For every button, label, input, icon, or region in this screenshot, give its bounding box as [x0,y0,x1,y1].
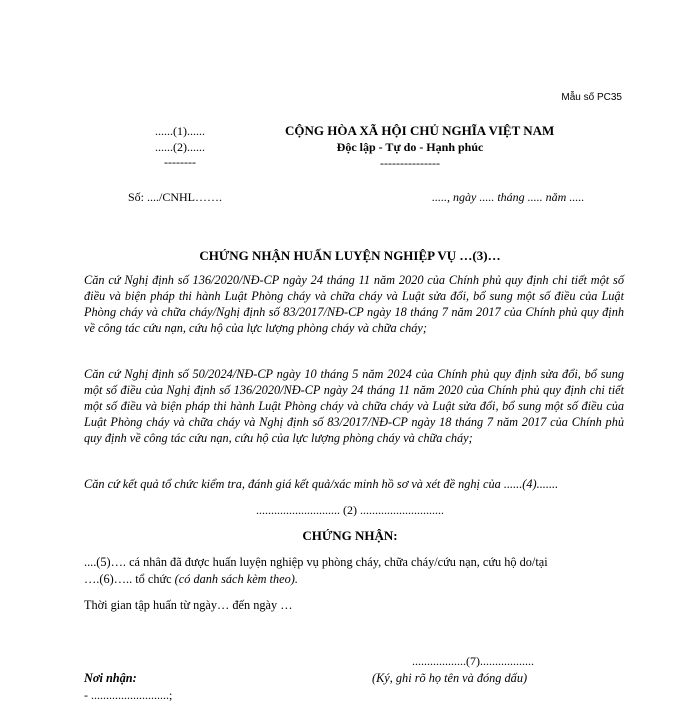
motto-divider: --------------- [380,156,440,170]
training-period: Thời gian tập huấn từ ngày… đến ngày … [84,598,293,612]
signer-note: (Ký, ghi rõ họ tên và đóng dấu) [372,671,528,685]
national-motto: Độc lập - Tự do - Hạnh phúc [336,140,484,154]
legal-basis-paragraph-1: Căn cứ Nghị định số 136/2020/NĐ-CP ngày 24 tháng 11 năm 2020 của Chính phủ quy định chi tiết một số điều và biện pháp thi hành Luật Phòng cháy và chữa cháy và Luật sửa đổi, bổ sung một số điều của Luật Phòng cháy và chữa cháy/Nghị định số 83/2017/NĐ-CP ngày 18 tháng 7 năm 2017 của Chính phủ quy định về công tác cứu nạn, cứu hộ của lực lượng phòng cháy và chữa cháy; [84,273,624,335]
legal-basis-paragraph-2: Căn cứ Nghị định số 50/2024/NĐ-CP ngày 10 tháng 5 năm 2024 của Chính phủ quy định sửa đổi, bổ sung một số điều của Nghị định số 136/2020/NĐ-CP ngày 24 tháng 11 năm 2020 của Chính phủ quy định chi tiết một số điều và biện pháp thi hành Luật Phòng cháy và chữa cháy và Luật sửa đổi, bổ sung một số điều của Luật Phòng cháy và chữa cháy và Nghị định số 83/2017/NĐ-CP ngày 18 tháng 7 năm 2017 của Chính phủ quy định về công tác cứu nạn, cứu hộ của lực lượng phòng cháy và chữa cháy; [84,367,624,445]
document-title: CHỨNG NHẬN HUẤN LUYỆN NGHIỆP VỤ …(3)… [199,248,501,263]
nation-name: CỘNG HÒA XÃ HỘI CHỦ NGHĨA VIỆT NAM [285,123,555,138]
certification-heading: CHỨNG NHẬN: [302,528,398,543]
issuer-line: ............................ (2) ............................ [256,503,444,517]
recipient-item: - ..........................; [84,688,173,702]
recipients-label: Nơi nhận: [84,671,137,685]
certification-line-1: ....(5)…. cá nhân đã được huấn luyện nghiệp vụ phòng cháy, chữa cháy/cứu nạn, cứu hộ do/tại [84,555,548,569]
legal-basis-paragraph-3: Căn cứ kết quả tổ chức kiểm tra, đánh giá kết quả/xác minh hồ sơ và xét đề nghị của ......(4)....... [84,477,559,491]
organization-placeholder: ….(6)….. tổ chức [84,572,175,586]
form-code: Mẫu số PC35 [561,92,622,103]
certification-line-2 [84,572,298,587]
agency-divider: -------- [164,155,196,169]
attached-list-note: (có danh sách kèm theo). [174,572,298,586]
document-number: Số: ..../CNHL……. [128,190,223,204]
agency-line-1: ......(1)...... [155,124,205,138]
document-date: ....., ngày ..... tháng ..... năm ..... [432,190,585,204]
signer-line: ..................(7).................. [412,654,534,668]
agency-line-2: ......(2)...... [155,140,205,154]
